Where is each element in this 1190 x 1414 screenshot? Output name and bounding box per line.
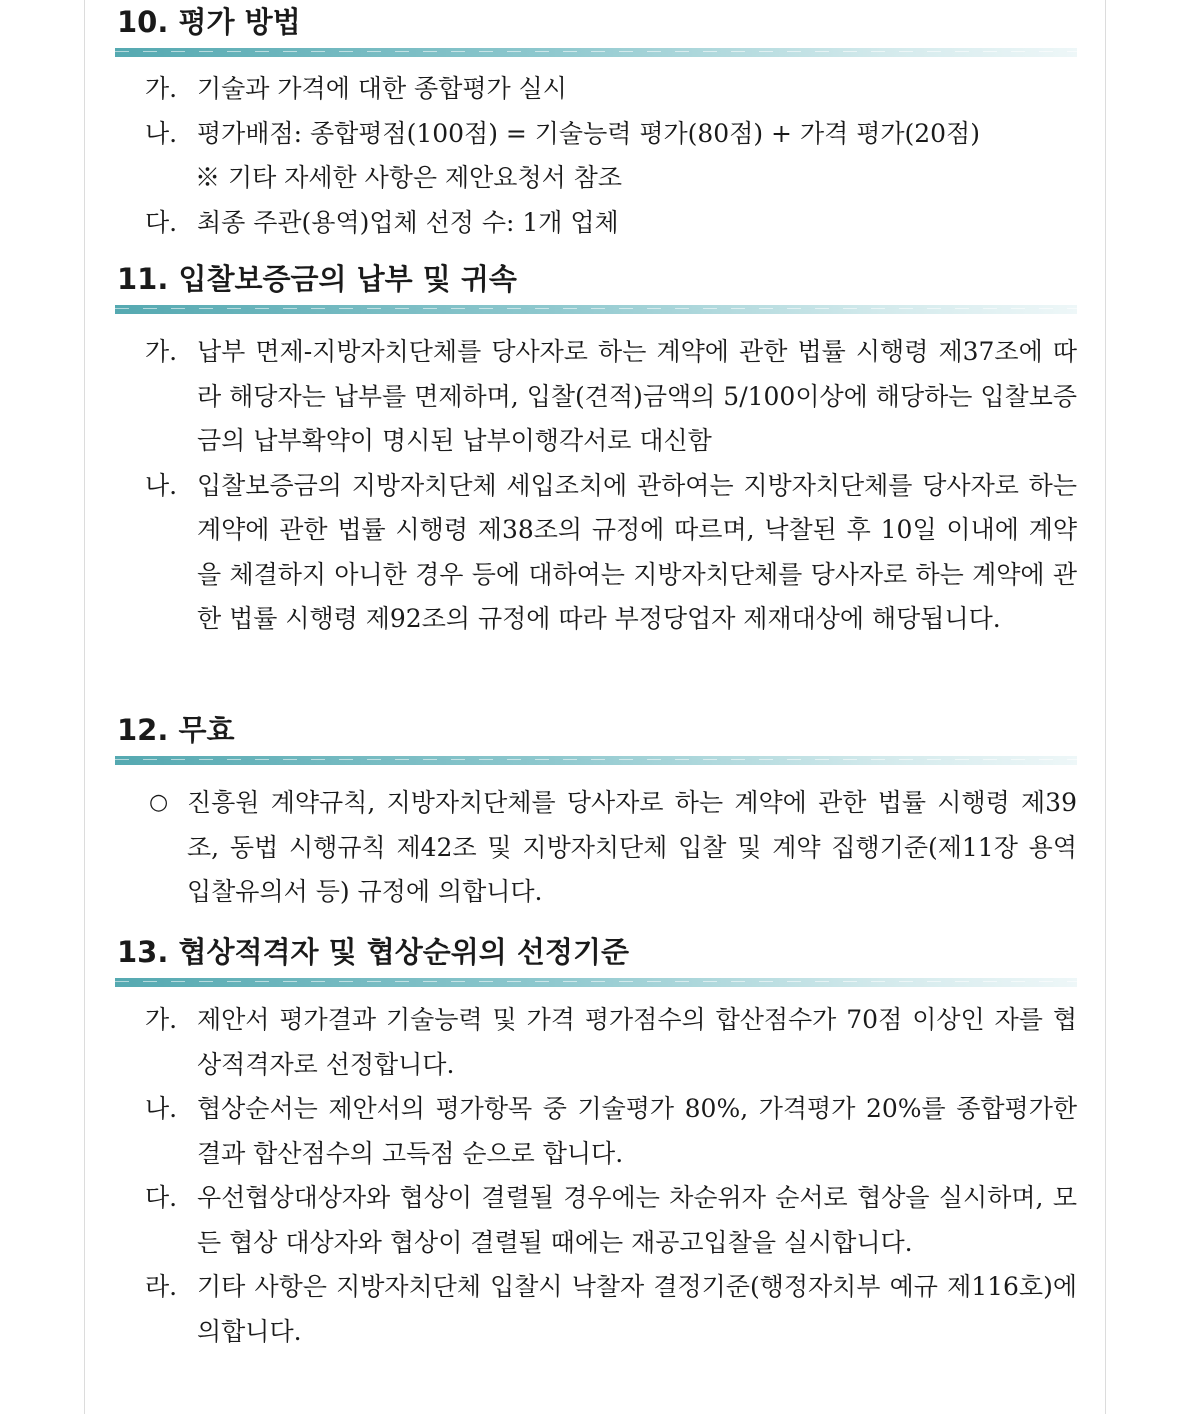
list-marker: 라. xyxy=(145,1272,178,1301)
list-item xyxy=(115,1176,1077,1265)
document-page xyxy=(84,0,1106,1414)
list-text: 기타 사항은 지방자치단체 입찰시 낙찰자 결정기준(행정자치부 예규 제116호)에 의합니다. xyxy=(197,1272,1077,1346)
list-text: 납부 면제-지방자치단체를 당사자로 하는 계약에 관한 법률 시행령 제37조에 따라 해당자는 납부를 면제하며, 입찰(견적)금액의 5/100이상에 해당하는 입찰보증금의 납부확약이 명시된 납부이행각서로 대신함 xyxy=(197,337,1077,455)
list-marker: 다. xyxy=(145,207,178,237)
list-text: 평가배점: 종합평점(100점) = 기술능력 평가(80점) + 가격 평가(20점) xyxy=(197,118,980,148)
list-item xyxy=(115,112,1077,157)
list-marker: 나. xyxy=(145,1094,178,1123)
list-item xyxy=(115,998,1077,1087)
section-evaluation-method xyxy=(115,2,1077,245)
list-text: 협상순서는 제안서의 평가항목 중 기술평가 80%, 가격평가 20%를 종합평가한 결과 합산점수의 고득점 순으로 합니다. xyxy=(197,1094,1077,1168)
reference-note: ※ 기타 자세한 사항은 제안요청서 참조 xyxy=(195,163,622,192)
list-text: 우선협상대상자와 협상이 결렬될 경우에는 차순위자 순서로 협상을 실시하며, 모든 협상 대상자와 협상이 결렬될 때에는 재공고입찰을 실시합니다. xyxy=(197,1183,1077,1257)
section-divider xyxy=(115,48,1077,57)
section-divider xyxy=(115,305,1077,314)
list-marker: 나. xyxy=(145,118,178,148)
list-text: 입찰보증금의 지방자치단체 세입조치에 관하여는 지방자치단체를 당사자로 하는 계약에 관한 법률 시행령 제38조의 규정에 따르며, 낙찰된 후 10일 이내에 계약을 체결하지 아니한 경우 등에 대하여는 지방자치단체를 당사자로 하는 계약에 관한 법률 시행령 제92조의 규정에 따라 부정당업자 제재대상에 해당됩니다. xyxy=(197,470,1077,633)
list-marker: 가. xyxy=(145,74,178,103)
list-text: 진흥원 계약규칙, 지방자치단체를 당사자로 하는 계약에 관한 법률 시행령 제39조, 동법 시행규칙 제42조 및 지방자치단체 입찰 및 계약 집행기준(제11장 용역 입찰유의서 등) 규정에 의합니다. xyxy=(187,788,1077,906)
list-item xyxy=(115,1265,1077,1354)
list-item xyxy=(115,330,1077,464)
section-divider xyxy=(115,756,1077,765)
list-item xyxy=(115,464,1077,642)
section-title: 13. 협상적격자 및 협상순위의 선정기준 xyxy=(117,935,629,969)
list-text: 기술과 가격에 대한 종합평가 실시 xyxy=(197,74,567,103)
list-item xyxy=(115,781,1077,915)
section-bid-bond xyxy=(115,259,1077,642)
section-invalidity xyxy=(115,710,1077,915)
section-title: 11. 입찰보증금의 납부 및 귀속 xyxy=(117,262,517,296)
bullet-icon: ○ xyxy=(149,790,169,815)
list-item xyxy=(115,1087,1077,1176)
section-title: 10. 평가 방법 xyxy=(117,5,301,39)
section-divider xyxy=(115,978,1077,987)
list-marker: 가. xyxy=(145,1005,178,1034)
list-marker: 나. xyxy=(145,470,178,500)
section-negotiation-criteria xyxy=(115,932,1077,1354)
list-item xyxy=(115,201,1077,246)
list-text: 최종 주관(용역)업체 선정 수: 1개 업체 xyxy=(197,207,619,237)
section-title: 12. 무효 xyxy=(117,713,235,747)
list-text: 제안서 평가결과 기술능력 및 가격 평가점수의 합산점수가 70점 이상인 자를 협상적격자로 선정합니다. xyxy=(197,1005,1077,1079)
list-marker: 다. xyxy=(145,1183,178,1212)
list-marker: 가. xyxy=(145,337,178,366)
list-item xyxy=(115,67,1077,112)
